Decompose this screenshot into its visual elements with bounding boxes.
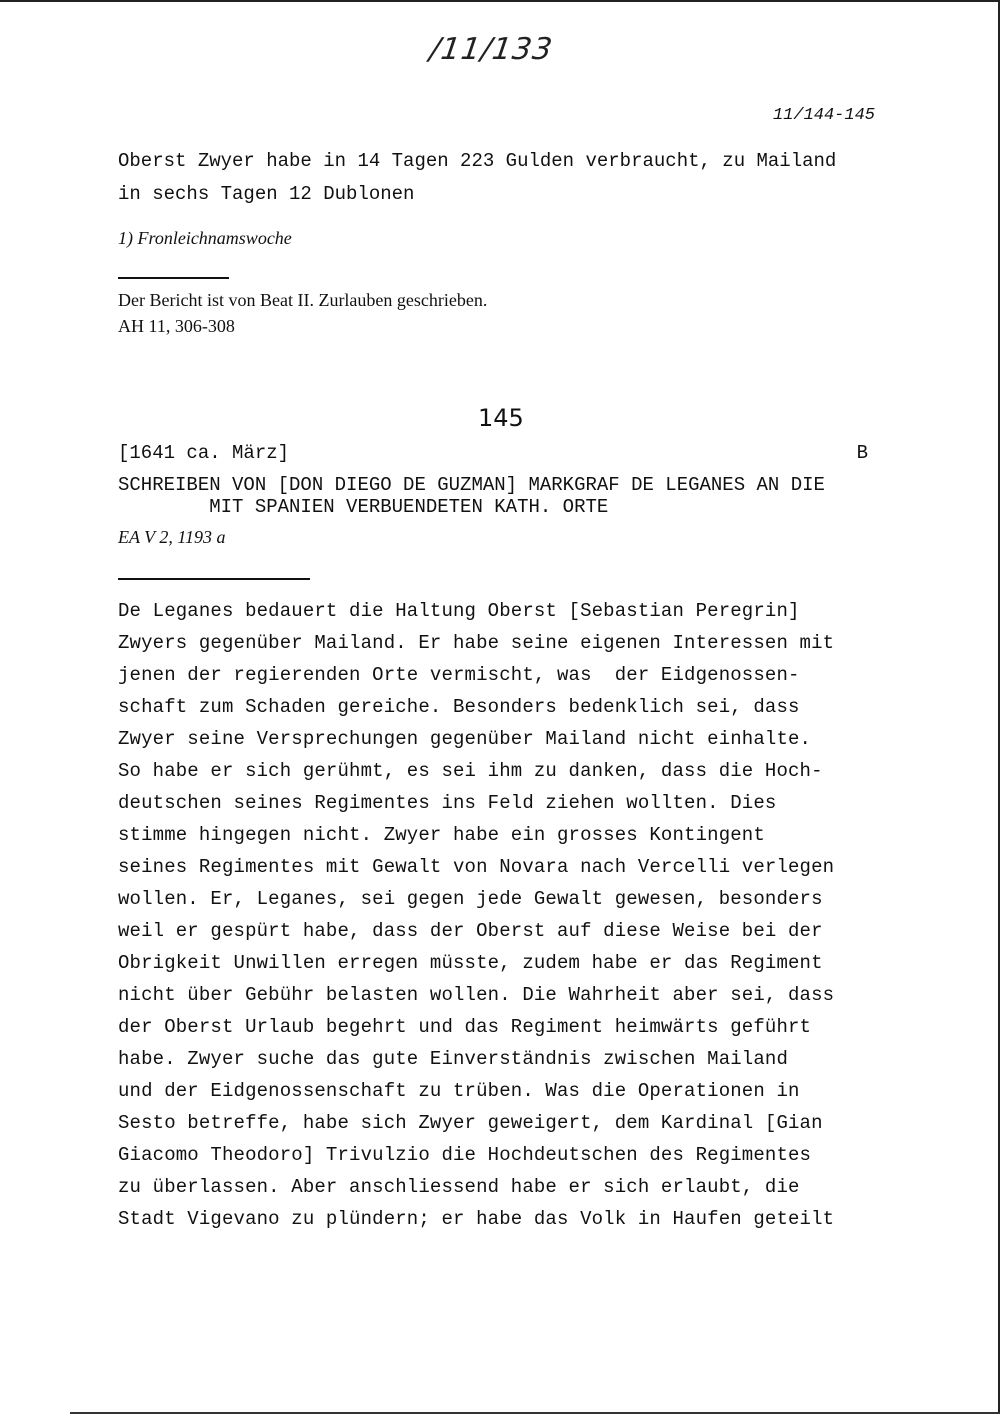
footnote-rule	[118, 277, 229, 279]
footnote: 1) Fronleichnamswoche	[118, 228, 292, 248]
body-line: Zwyer seine Versprechungen gegenüber Mailand nicht einhalte.	[118, 728, 812, 750]
document-date: [1641 ca. März]	[118, 442, 290, 464]
document-title-line: SCHREIBEN VON [DON DIEGO DE GUZMAN] MARKGRAF DE LEGANES AN DIE	[118, 474, 825, 496]
body-line: stimme hingegen nicht. Zwyer habe ein grosses Kontingent	[118, 824, 765, 846]
page-border-top	[0, 0, 1000, 2]
carryover-line: in sechs Tagen 12 Dublonen	[118, 183, 415, 205]
body-line: Zwyers gegenüber Mailand. Er habe seine eigenen Interessen mit	[118, 632, 835, 654]
section-rule	[118, 578, 310, 580]
body-line: Giacomo Theodoro] Trivulzio die Hochdeutschen des Regimentes	[118, 1144, 812, 1166]
body-line: weil er gespürt habe, dass der Oberst auf diese Weise bei der	[118, 920, 823, 942]
body-line: und der Eidgenossenschaft zu trüben. Was die Operationen in	[118, 1080, 800, 1102]
body-line: habe. Zwyer suche das gute Einverständnis zwischen Mailand	[118, 1048, 789, 1070]
document-class: B	[856, 442, 868, 464]
archive-stamp: /11/133	[427, 32, 556, 67]
body-line: seines Regimentes mit Gewalt von Novara nach Vercelli verlegen	[118, 856, 835, 878]
citation: EA V 2, 1193 a	[118, 527, 226, 547]
body-line: schaft zum Schaden gereiche. Besonders bedenklich sei, dass	[118, 696, 800, 718]
carryover-line: Oberst Zwyer habe in 14 Tagen 223 Gulden verbraucht, zu Mailand	[118, 150, 837, 172]
body-line: nicht über Gebühr belasten wollen. Die Wahrheit aber sei, dass	[118, 984, 835, 1006]
source-note: AH 11, 306-308	[118, 316, 235, 336]
body-line: jenen der regierenden Orte vermischt, was der Eidgenossen-	[118, 664, 800, 686]
page-reference: 11/144-145	[772, 106, 875, 125]
body-line: De Leganes bedauert die Haltung Oberst [Sebastian Peregrin]	[118, 600, 800, 622]
body-line: zu überlassen. Aber anschliessend habe er sich erlaubt, die	[118, 1176, 800, 1198]
body-line: Stadt Vigevano zu plündern; er habe das Volk in Haufen geteilt	[118, 1208, 835, 1230]
document-title-line: MIT SPANIEN VERBUENDETEN KATH. ORTE	[118, 496, 609, 518]
source-note: Der Bericht ist von Beat II. Zurlauben geschrieben.	[118, 290, 488, 310]
document-number: 145	[478, 404, 524, 432]
body-line: Obrigkeit Unwillen erregen müsste, zudem habe er das Regiment	[118, 952, 823, 974]
body-line: wollen. Er, Leganes, sei gegen jede Gewalt gewesen, besonders	[118, 888, 823, 910]
body-line: So habe er sich gerühmt, es sei ihm zu danken, dass die Hoch-	[118, 760, 823, 782]
body-line: Sesto betreffe, habe sich Zwyer geweigert, dem Kardinal [Gian	[118, 1112, 823, 1134]
body-line: der Oberst Urlaub begehrt und das Regiment heimwärts geführt	[118, 1016, 812, 1038]
body-line: deutschen seines Regimentes ins Feld ziehen wollten. Dies	[118, 792, 777, 814]
